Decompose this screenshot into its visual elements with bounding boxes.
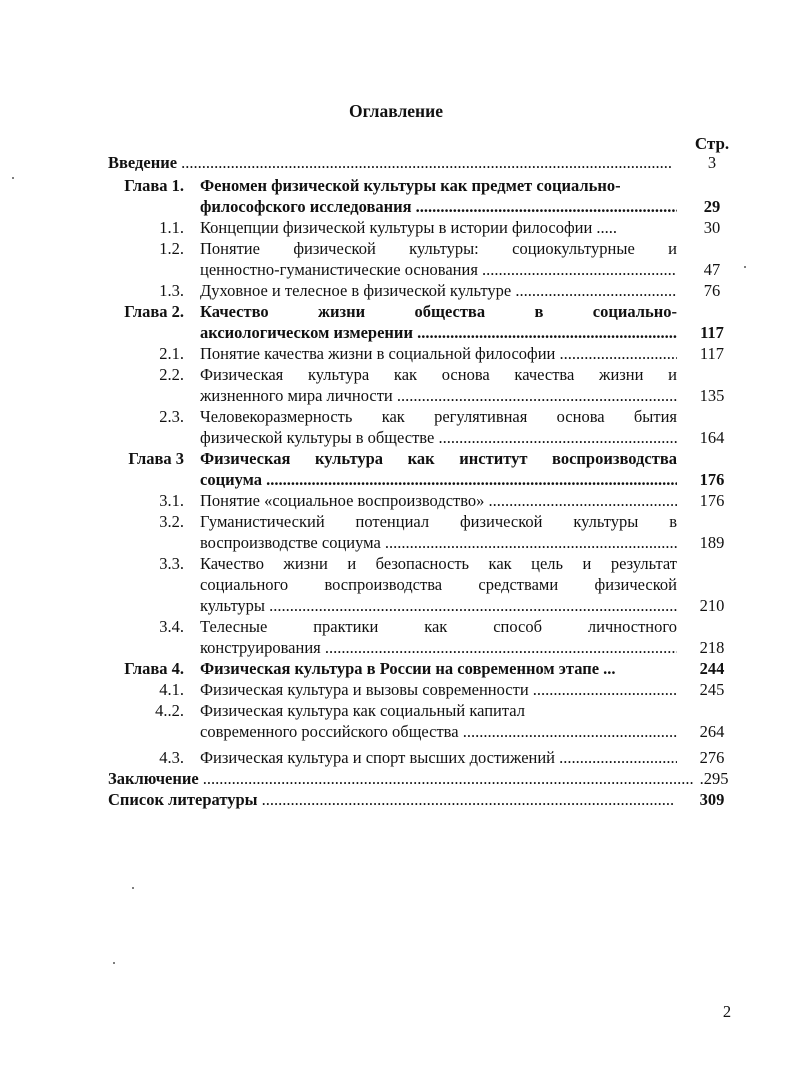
section-page: 47	[703, 260, 721, 279]
conclusion-label: Заключение	[108, 769, 199, 788]
chapter-number: Глава 1.	[124, 176, 184, 195]
section-number: 2.1.	[159, 344, 184, 363]
section-number: 3.2.	[159, 512, 184, 531]
chapter-page: 29	[703, 197, 721, 216]
chapter-number: Глава 3	[128, 449, 184, 468]
chapter-page: 176	[699, 470, 725, 489]
chapter-title-line: аксиологическом измерении	[200, 323, 413, 342]
chapter-title-line: философского исследования	[200, 197, 412, 216]
section-title-line: социального воспроизводства средствами физической	[200, 575, 677, 594]
toc-section-4-1	[0, 679, 792, 700]
section-title: Духовное и телесное в физической культуре	[200, 281, 512, 300]
toc-section-3-3-cont2	[0, 595, 792, 616]
chapter-title-line: Физическая культура как институт воспроизводства	[200, 449, 677, 468]
scan-speck	[132, 887, 134, 889]
section-number: 4.3.	[159, 748, 184, 767]
toc-section-1-3	[0, 280, 792, 301]
toc-section-4-2-cont	[0, 721, 792, 742]
references-page: 309	[699, 790, 725, 809]
toc-entry-references	[0, 789, 792, 810]
chapter-number: Глава 2.	[124, 302, 184, 321]
toc-section-2-1	[0, 343, 792, 364]
toc-section-2-2	[0, 364, 792, 385]
chapter-title-line: Качество жизни общества в социально-	[200, 302, 677, 321]
toc-chapter-4	[0, 658, 792, 679]
toc-section-1-1	[0, 217, 792, 238]
section-number: 1.1.	[159, 218, 184, 237]
section-page: 76	[703, 281, 721, 300]
toc-chapter-3	[0, 448, 792, 469]
section-page: 117	[699, 344, 725, 363]
section-title-line: Телесные практики как способ личностного	[200, 617, 677, 636]
toc-chapter-1	[0, 175, 792, 196]
toc-section-3-3	[0, 553, 792, 574]
chapter-title: Физическая культура в России на современном этапе ...	[200, 659, 616, 678]
section-title-line: Физическая культура как социальный капитал	[200, 701, 525, 720]
section-number: 3.4.	[159, 617, 184, 636]
chapter-title-line: Феномен физической культуры как предмет социально-	[200, 176, 621, 195]
section-number: 1.3.	[159, 281, 184, 300]
section-title: Физическая культура и вызовы современности	[200, 680, 529, 699]
scan-speck	[113, 962, 115, 964]
toc-section-2-3-cont	[0, 427, 792, 448]
toc-section-3-2	[0, 511, 792, 532]
toc-entry-conclusion	[0, 768, 792, 789]
section-title-line: культуры	[200, 596, 266, 615]
section-title: Концепции физической культуры в истории философии .....	[200, 218, 618, 237]
section-title-line: Физическая культура как основа качества жизни и	[200, 365, 677, 384]
section-page: 189	[699, 533, 725, 552]
section-page: 30	[703, 218, 721, 237]
section-title-line: воспроизводстве социума	[200, 533, 381, 552]
section-page: 218	[699, 638, 725, 657]
toc-chapter-3-cont	[0, 469, 792, 490]
toc-section-3-4-cont	[0, 637, 792, 658]
section-number: 3.3.	[159, 554, 184, 573]
section-title-line: Человекоразмерность как регулятивная основа бытия	[200, 407, 677, 426]
section-title-line: жизненного мира личности	[200, 386, 393, 405]
section-page: 245	[699, 680, 725, 699]
chapter-page: 117	[700, 323, 724, 342]
toc-section-2-3	[0, 406, 792, 427]
intro-page: 3	[707, 153, 717, 172]
toc-section-4-2	[0, 700, 792, 721]
page-column-header: Стр.	[694, 134, 730, 153]
section-title-line: современного российского общества	[200, 722, 459, 741]
scan-speck	[744, 266, 746, 268]
toc-entry-intro	[0, 152, 792, 173]
references-label: Список литературы	[108, 790, 258, 809]
section-number: 2.2.	[159, 365, 184, 384]
section-page: 276	[699, 748, 725, 767]
toc-section-4-3	[0, 747, 792, 768]
chapter-title-line: социума	[200, 470, 262, 489]
toc-section-3-2-cont	[0, 532, 792, 553]
section-number: 4..2.	[155, 701, 184, 720]
section-number: 3.1.	[159, 491, 184, 510]
toc-chapter-2-cont	[0, 322, 792, 343]
section-title-line: Качество жизни и безопасность как цель и результат	[200, 554, 677, 573]
page-number: 2	[722, 1002, 732, 1021]
section-number: 2.3.	[159, 407, 184, 426]
section-page: 135	[699, 386, 725, 405]
section-title-line: конструирования	[200, 638, 321, 657]
chapter-page: 244	[699, 659, 725, 678]
conclusion-page: .295	[699, 769, 729, 788]
section-number: 1.2.	[159, 239, 184, 258]
section-title-line: Гуманистический потенциал физической культуры в	[200, 512, 677, 531]
toc-section-3-4	[0, 616, 792, 637]
intro-label: Введение	[108, 153, 178, 172]
section-page: 164	[699, 428, 725, 447]
toc-section-1-2-cont	[0, 259, 792, 280]
section-title-line: физической культуры в обществе	[200, 428, 435, 447]
section-page: 176	[699, 491, 725, 510]
section-number: 4.1.	[159, 680, 184, 699]
toc-chapter-1-cont	[0, 196, 792, 217]
toc-section-3-3-cont	[0, 574, 792, 595]
toc-section-1-2	[0, 238, 792, 259]
section-title: Понятие качества жизни в социальной философии	[200, 344, 556, 363]
section-title: Понятие «социальное воспроизводство»	[200, 491, 485, 510]
toc-section-3-1	[0, 490, 792, 511]
toc-section-2-2-cont	[0, 385, 792, 406]
section-page: 264	[699, 722, 725, 741]
chapter-number: Глава 4.	[124, 659, 184, 678]
toc-chapter-2	[0, 301, 792, 322]
section-title: Физическая культура и спорт высших достижений	[200, 748, 556, 767]
scan-speck	[12, 177, 14, 179]
page-title: Оглавление	[349, 101, 443, 121]
section-page: 210	[699, 596, 725, 615]
section-title-line: Понятие физической культуры: социокультурные и	[200, 239, 677, 258]
section-title-line: ценностно-гуманистические основания	[200, 260, 478, 279]
